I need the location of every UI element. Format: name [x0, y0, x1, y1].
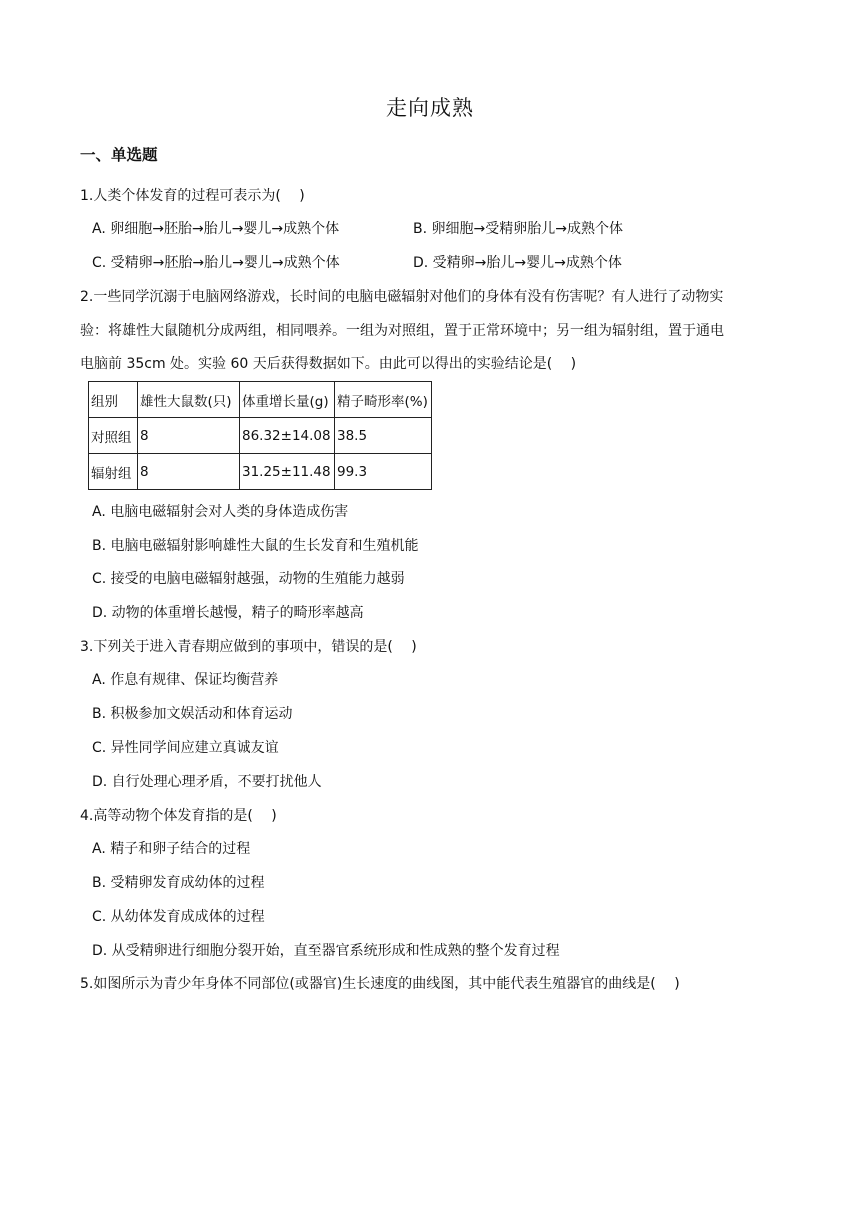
table-header-cell: 精子畸形率(%) — [335, 382, 432, 418]
question-2-option-c: C. 接受的电脑电磁辐射越强，动物的生殖能力越弱 — [92, 571, 405, 587]
table-row — [89, 454, 432, 490]
question-5-stem: 5.如图所示为青少年身体不同部位(或器官)生长速度的曲线图，其中能代表生殖器官的曲线是( ) — [80, 976, 680, 992]
question-3-option-a: A. 作息有规律、保证均衡营养 — [92, 672, 279, 688]
question-4-option-c: C. 从幼体发育成成体的过程 — [92, 909, 265, 925]
question-1-option-d: D. 受精卵→胎儿→婴儿→成熟个体 — [413, 255, 622, 271]
question-2-stem-line-3: 电脑前 35cm 处。实验 60 天后获得数据如下。由此可以得出的实验结论是( ) — [80, 356, 577, 372]
table-cell: 8 — [138, 418, 240, 454]
table-row — [89, 418, 432, 454]
question-4-option-a: A. 精子和卵子结合的过程 — [92, 841, 251, 857]
table-cell: 99.3 — [335, 454, 432, 490]
question-2-option-d: D. 动物的体重增长越慢，精子的畸形率越高 — [92, 605, 364, 621]
question-4-stem: 4.高等动物个体发育指的是( ) — [80, 808, 277, 824]
table-cell: 31.25±11.48 — [240, 454, 335, 490]
table-cell: 对照组 — [89, 418, 138, 454]
question-3-option-d: D. 自行处理心理矛盾，不要打扰他人 — [92, 774, 322, 790]
question-1-stem: 1.人类个体发育的过程可表示为( ) — [80, 188, 305, 204]
question-4-option-b: B. 受精卵发育成幼体的过程 — [92, 875, 265, 891]
question-3-option-b: B. 积极参加文娱活动和体育运动 — [92, 706, 293, 722]
table-header-cell: 雄性大鼠数(只) — [138, 382, 240, 418]
question-2-stem-line-2: 验：将雄性大鼠随机分成两组，相同喂养。一组为对照组，置于正常环境中；另一组为辐射组，置于通电 — [80, 323, 724, 339]
question-3-option-c: C. 异性同学间应建立真诚友谊 — [92, 740, 279, 756]
section-heading: 一、单选题 — [80, 146, 158, 164]
data-table — [88, 381, 432, 490]
question-3-stem: 3.下列关于进入青春期应做到的事项中，错误的是( ) — [80, 639, 417, 655]
table-header-cell: 体重增长量(g) — [240, 382, 335, 418]
question-2-stem-line-1: 2.一些同学沉溺于电脑网络游戏，长时间的电脑电磁辐射对他们的身体有没有伤害呢？有人进行了动物实 — [80, 289, 724, 305]
question-2-option-a: A. 电脑电磁辐射会对人类的身体造成伤害 — [92, 504, 349, 520]
question-4-option-d: D. 从受精卵进行细胞分裂开始，直至器官系统形成和性成熟的整个发育过程 — [92, 943, 560, 959]
table-header-cell: 组别 — [89, 382, 138, 418]
table-cell: 86.32±14.08 — [240, 418, 335, 454]
question-1-option-a: A. 卵细胞→胚胎→胎儿→婴儿→成熟个体 — [92, 221, 340, 237]
table-header-row — [89, 382, 432, 418]
question-2-option-b: B. 电脑电磁辐射影响雄性大鼠的生长发育和生殖机能 — [92, 538, 419, 554]
page-title: 走向成熟 — [386, 96, 474, 120]
question-1-option-b: B. 卵细胞→受精卵胎儿→成熟个体 — [413, 221, 623, 237]
table-cell: 辐射组 — [89, 454, 138, 490]
question-1-option-c: C. 受精卵→胚胎→胎儿→婴儿→成熟个体 — [92, 255, 340, 271]
table-cell: 38.5 — [335, 418, 432, 454]
table-cell: 8 — [138, 454, 240, 490]
